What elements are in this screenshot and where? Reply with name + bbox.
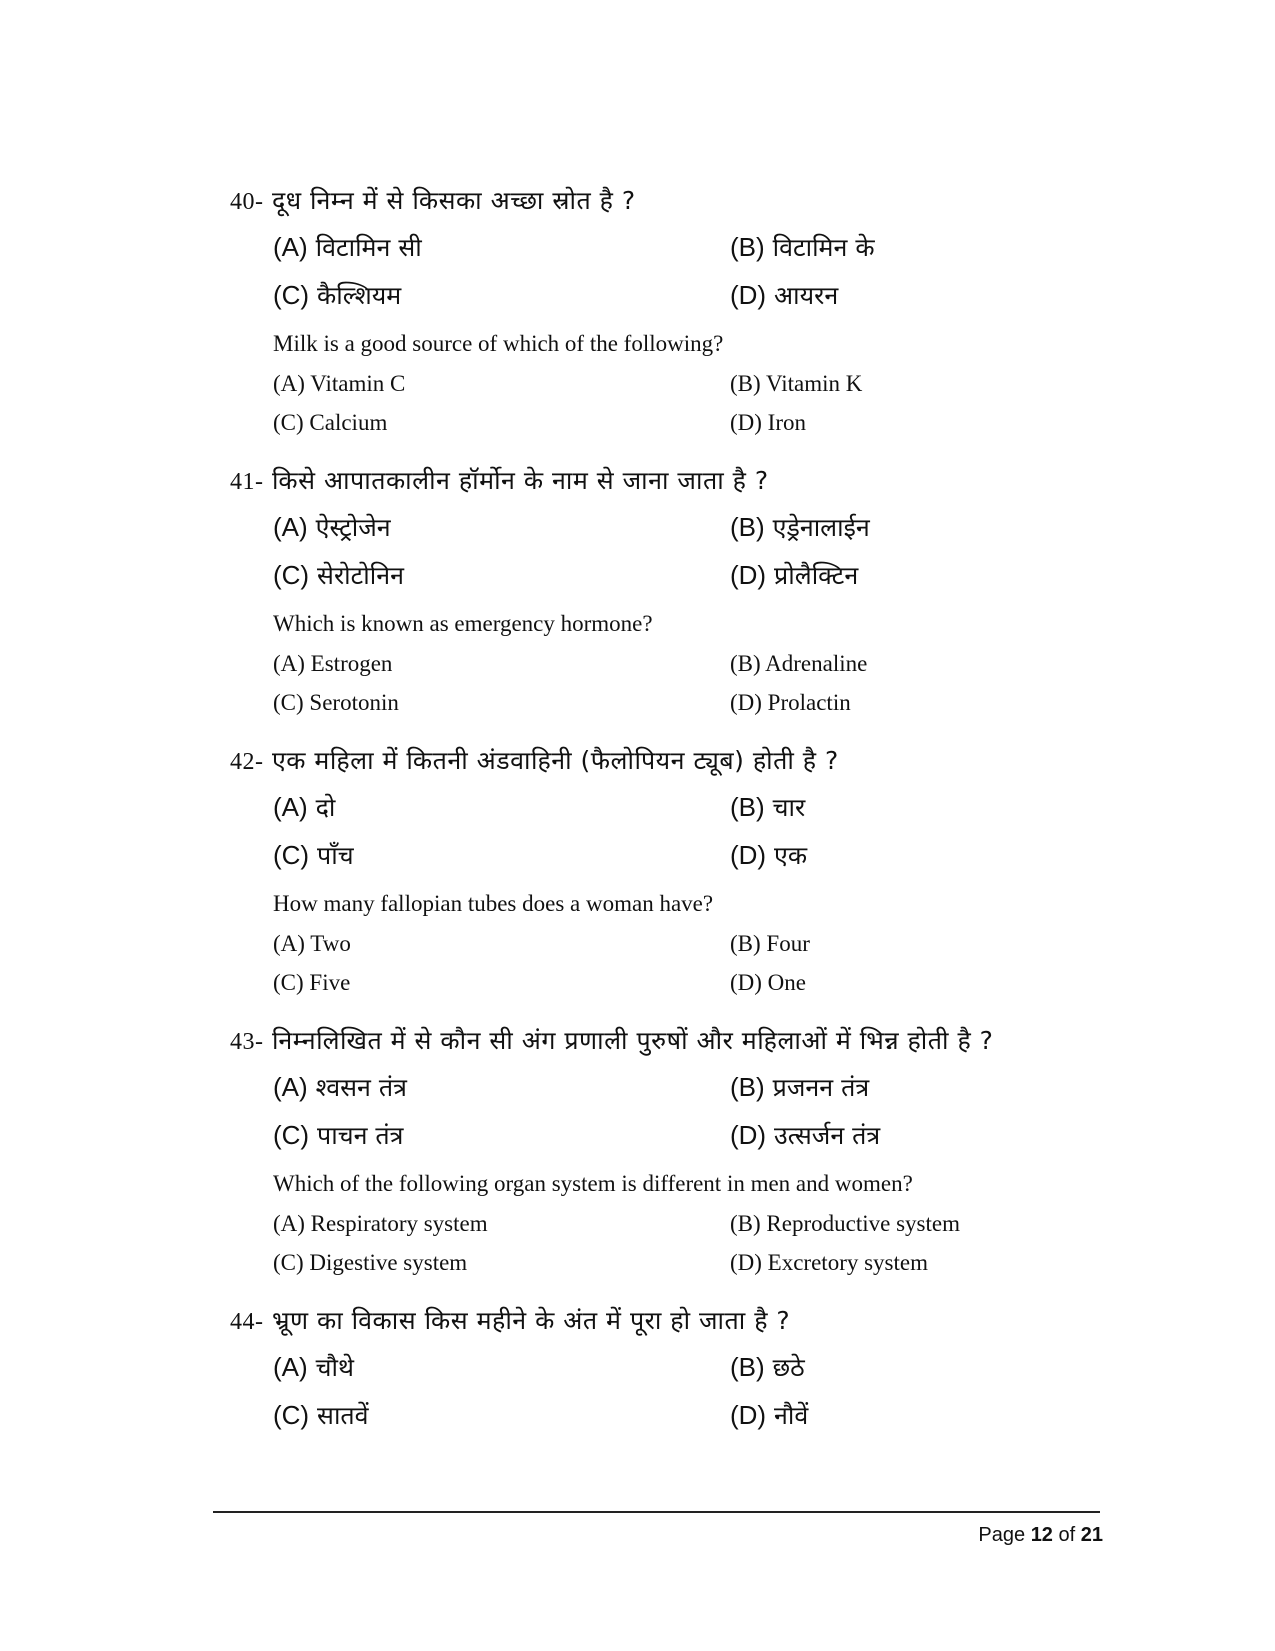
hindi-option-a: (A) चौथे — [273, 1352, 354, 1382]
hindi-option-a: (A) श्वसन तंत्र — [273, 1072, 407, 1102]
hindi-option-b: (B) विटामिन के — [730, 232, 875, 262]
question-hindi — [230, 463, 769, 497]
hindi-option-b: (B) एड्रेनालाईन — [730, 512, 870, 542]
question-number: 43- — [230, 1029, 264, 1055]
question-hindi — [230, 1023, 993, 1057]
current-page: 12 — [1030, 1524, 1053, 1546]
hindi-option-c: (C) सेरोटोनिन — [273, 560, 404, 590]
hindi-option-d: (D) उत्सर्जन तंत्र — [730, 1120, 881, 1150]
english-option-a: (A) Two — [273, 931, 351, 956]
hindi-option-a: (A) ऐस्ट्रोजेन — [273, 512, 391, 542]
question-english: Which of the following organ system is different in men and women? — [273, 1171, 913, 1196]
footer-divider — [213, 1511, 1100, 1513]
question-hindi-text: निम्नलिखित में से कौन सी अंग प्रणाली पुरुषों और महिलाओं में भिन्न होती है ? — [271, 1026, 994, 1055]
hindi-option-b: (B) चार — [730, 792, 806, 822]
question-hindi — [230, 183, 636, 217]
question-english: How many fallopian tubes does a woman have? — [273, 891, 714, 916]
question-hindi-text: भ्रूण का विकास किस महीने के अंत में पूरा हो जाता है ? — [271, 1306, 791, 1335]
question-number: 42- — [230, 749, 264, 775]
english-option-a: (A) Vitamin C — [273, 371, 406, 396]
of-label: of — [1058, 1524, 1076, 1546]
english-option-b: (B) Reproductive system — [730, 1211, 960, 1236]
question-number: 41- — [230, 469, 264, 495]
english-option-b: (B) Adrenaline — [730, 651, 868, 676]
hindi-option-c: (C) सातवें — [273, 1400, 369, 1430]
hindi-option-c: (C) कैल्शियम — [273, 280, 402, 310]
hindi-option-c: (C) पाँच — [273, 840, 354, 870]
hindi-option-b: (B) छठे — [730, 1352, 805, 1382]
english-option-c: (C) Digestive system — [273, 1250, 468, 1275]
english-option-d: (D) One — [730, 970, 806, 995]
hindi-option-d: (D) नौवें — [730, 1400, 809, 1430]
english-option-d: (D) Prolactin — [730, 690, 851, 715]
question-english: Milk is a good source of which of the following? — [273, 331, 724, 356]
english-option-a: (A) Estrogen — [273, 651, 393, 676]
hindi-option-d: (D) एक — [730, 840, 808, 870]
hindi-option-a: (A) दो — [273, 792, 336, 822]
question-number: 44- — [230, 1309, 264, 1335]
question-hindi-text: एक महिला में कितनी अंडवाहिनी (फैलोपियन ट्यूब) होती है ? — [271, 746, 839, 775]
english-option-c: (C) Serotonin — [273, 690, 399, 715]
english-option-b: (B) Four — [730, 931, 810, 956]
question-english: Which is known as emergency hormone? — [273, 611, 653, 636]
hindi-option-d: (D) आयरन — [730, 280, 839, 310]
english-option-b: (B) Vitamin K — [730, 371, 863, 396]
english-option-d: (D) Excretory system — [730, 1250, 928, 1275]
question-hindi — [230, 743, 839, 777]
english-option-c: (C) Calcium — [273, 410, 388, 435]
question-hindi-text: किसे आपातकालीन हॉर्मोन के नाम से जाना जाता है ? — [271, 466, 769, 495]
question-hindi — [230, 1303, 790, 1337]
question-hindi-text: दूध निम्न में से किसका अच्छा स्रोत है ? — [271, 186, 636, 215]
hindi-option-b: (B) प्रजनन तंत्र — [730, 1072, 870, 1102]
question-number: 40- — [230, 189, 264, 215]
hindi-option-d: (D) प्रोलैक्टिन — [730, 560, 859, 590]
total-pages: 21 — [1080, 1524, 1103, 1546]
page-label: Page — [978, 1524, 1026, 1546]
english-option-c: (C) Five — [273, 970, 351, 995]
english-option-d: (D) Iron — [730, 410, 806, 435]
hindi-option-a: (A) विटामिन सी — [273, 232, 422, 262]
page-number — [978, 1524, 1103, 1547]
hindi-option-c: (C) पाचन तंत्र — [273, 1120, 404, 1150]
english-option-a: (A) Respiratory system — [273, 1211, 488, 1236]
